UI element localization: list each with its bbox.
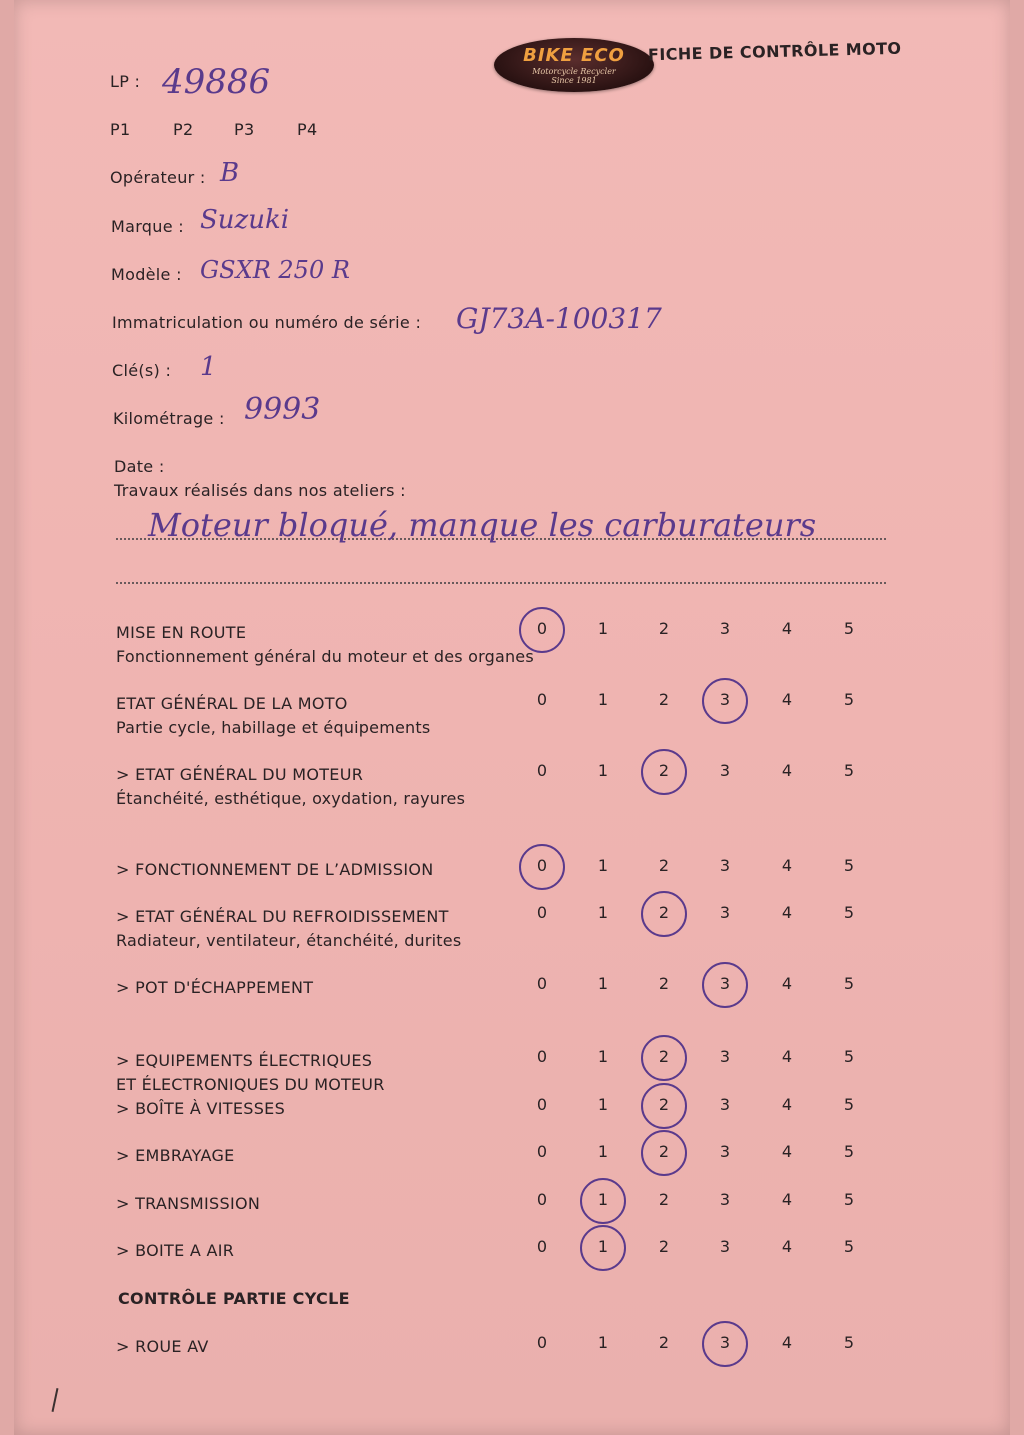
immat-value[interactable]: GJ73A-100317	[456, 302, 662, 335]
rating-option-0[interactable]: 0	[536, 974, 548, 993]
rating-option-5[interactable]: 5	[843, 690, 855, 709]
rating-option-0[interactable]: 0	[536, 619, 548, 638]
rating-option-1[interactable]: 1	[597, 761, 609, 780]
lp-value[interactable]: 49886	[162, 62, 271, 102]
operateur-label: Opérateur :	[110, 168, 206, 187]
logo-brand: BIKE ECO	[523, 45, 625, 66]
rating-row-subtitle: Fonctionnement général du moteur et des organes	[116, 647, 534, 666]
section-cycle-title: CONTRÔLE PARTIE CYCLE	[118, 1289, 350, 1308]
rating-selected-circle	[702, 1321, 748, 1367]
rating-option-1[interactable]: 1	[597, 1142, 609, 1161]
rating-option-1[interactable]: 1	[597, 1333, 609, 1352]
pen-mark	[52, 1388, 59, 1412]
rating-option-4[interactable]: 4	[781, 690, 793, 709]
rating-option-0[interactable]: 0	[536, 1237, 548, 1256]
rating-option-1[interactable]: 1	[597, 1237, 609, 1256]
p4-label[interactable]: P4	[297, 120, 318, 139]
kilometrage-value[interactable]: 9993	[244, 392, 321, 427]
rating-option-1[interactable]: 1	[597, 903, 609, 922]
rating-row-subtitle: ET ÉLECTRONIQUES DU MOTEUR	[116, 1075, 385, 1094]
logo-tagline-2: Since 1981	[551, 76, 597, 85]
rating-option-5[interactable]: 5	[843, 1095, 855, 1114]
control-sheet	[14, 0, 1010, 1435]
rating-option-2[interactable]: 2	[658, 903, 670, 922]
rating-option-2[interactable]: 2	[658, 690, 670, 709]
rating-option-4[interactable]: 4	[781, 1237, 793, 1256]
rating-row-title: MISE EN ROUTE	[116, 623, 247, 642]
rating-option-2[interactable]: 2	[658, 974, 670, 993]
rating-option-2[interactable]: 2	[658, 619, 670, 638]
cles-value[interactable]: 1	[200, 352, 217, 382]
rating-row-title: > ETAT GÉNÉRAL DU REFROIDISSEMENT	[116, 907, 449, 926]
rating-option-3[interactable]: 3	[719, 1190, 731, 1209]
rating-option-1[interactable]: 1	[597, 619, 609, 638]
rating-row-title: > POT D'ÉCHAPPEMENT	[116, 978, 314, 997]
rating-option-3[interactable]: 3	[719, 1333, 731, 1352]
rating-option-5[interactable]: 5	[843, 761, 855, 780]
rating-selected-circle	[702, 678, 748, 724]
logo-tagline	[494, 67, 654, 85]
rating-option-5[interactable]: 5	[843, 903, 855, 922]
rating-option-4[interactable]: 4	[781, 619, 793, 638]
rating-option-2[interactable]: 2	[658, 856, 670, 875]
rating-option-5[interactable]: 5	[843, 1047, 855, 1066]
rating-option-0[interactable]: 0	[536, 690, 548, 709]
rating-row-title: > EMBRAYAGE	[116, 1146, 235, 1165]
rating-option-1[interactable]: 1	[597, 856, 609, 875]
p2-label[interactable]: P2	[173, 120, 194, 139]
rating-option-1[interactable]: 1	[597, 1190, 609, 1209]
rating-option-5[interactable]: 5	[843, 1190, 855, 1209]
rating-option-2[interactable]: 2	[658, 1047, 670, 1066]
rating-option-4[interactable]: 4	[781, 1190, 793, 1209]
rating-option-0[interactable]: 0	[536, 1047, 548, 1066]
rating-option-2[interactable]: 2	[658, 1237, 670, 1256]
rating-row-title: > BOITE A AIR	[116, 1241, 235, 1260]
rating-option-3[interactable]: 3	[719, 974, 731, 993]
rating-option-5[interactable]: 5	[843, 619, 855, 638]
rating-option-1[interactable]: 1	[597, 690, 609, 709]
rating-row-subtitle: Étanchéité, esthétique, oxydation, rayures	[116, 789, 466, 808]
rating-option-4[interactable]: 4	[781, 761, 793, 780]
rating-option-3[interactable]: 3	[719, 1237, 731, 1256]
kilometrage-label: Kilométrage :	[113, 409, 225, 428]
rating-row-title: > TRANSMISSION	[116, 1194, 261, 1213]
rating-selected-circle	[641, 891, 687, 937]
logo-tagline-1: Motorcycle Recycler	[532, 67, 616, 76]
rating-option-3[interactable]: 3	[719, 1142, 731, 1161]
date-label: Date :	[114, 457, 165, 476]
rating-selected-circle	[641, 1035, 687, 1081]
travaux-line-2	[116, 582, 886, 584]
rating-option-1[interactable]: 1	[597, 974, 609, 993]
immat-label: Immatriculation ou numéro de série :	[112, 313, 422, 332]
marque-label: Marque :	[111, 217, 184, 236]
rating-option-4[interactable]: 4	[781, 1095, 793, 1114]
rating-option-0[interactable]: 0	[536, 1095, 548, 1114]
rating-selected-circle	[641, 1083, 687, 1129]
travaux-value[interactable]: Moteur bloqué, manque les carburateurs	[148, 506, 817, 544]
marque-value[interactable]: Suzuki	[200, 205, 290, 235]
rating-option-0[interactable]: 0	[536, 903, 548, 922]
rating-option-3[interactable]: 3	[719, 1047, 731, 1066]
rating-row-title: > ROUE AV	[116, 1337, 209, 1356]
rating-option-0[interactable]: 0	[536, 1333, 548, 1352]
rating-option-2[interactable]: 2	[658, 1142, 670, 1161]
rating-option-5[interactable]: 5	[843, 856, 855, 875]
rating-option-0[interactable]: 0	[536, 761, 548, 780]
rating-row-title: ETAT GÉNÉRAL DE LA MOTO	[116, 694, 348, 713]
rating-option-2[interactable]: 2	[658, 1190, 670, 1209]
rating-option-5[interactable]: 5	[843, 1142, 855, 1161]
rating-option-1[interactable]: 1	[597, 1047, 609, 1066]
rating-option-3[interactable]: 3	[719, 856, 731, 875]
rating-option-0[interactable]: 0	[536, 1190, 548, 1209]
cles-label: Clé(s) :	[112, 361, 172, 380]
rating-selected-circle	[641, 749, 687, 795]
rating-row-title: > FONCTIONNEMENT DE L’ADMISSION	[116, 860, 434, 879]
rating-row-subtitle: Radiateur, ventilateur, étanchéité, durites	[116, 931, 462, 950]
modele-value[interactable]: GSXR 250 R	[200, 256, 350, 284]
rating-option-3[interactable]: 3	[719, 761, 731, 780]
rating-option-5[interactable]: 5	[843, 974, 855, 993]
rating-option-5[interactable]: 5	[843, 1333, 855, 1352]
p3-label[interactable]: P3	[234, 120, 255, 139]
rating-selected-circle	[641, 1130, 687, 1176]
form-title: FICHE DE CONTRÔLE MOTO	[647, 38, 902, 65]
rating-option-4[interactable]: 4	[781, 1142, 793, 1161]
lp-label: LP :	[110, 72, 141, 91]
rating-option-4[interactable]: 4	[781, 903, 793, 922]
operateur-value[interactable]: B	[220, 158, 240, 188]
rating-selected-circle	[519, 844, 565, 890]
travaux-label: Travaux réalisés dans nos ateliers :	[114, 481, 406, 500]
rating-option-4[interactable]: 4	[781, 1333, 793, 1352]
rating-option-0[interactable]: 0	[536, 1142, 548, 1161]
rating-row-subtitle: Partie cycle, habillage et équipements	[116, 718, 431, 737]
rating-option-2[interactable]: 2	[658, 761, 670, 780]
modele-label: Modèle :	[111, 265, 182, 284]
rating-selected-circle	[580, 1178, 626, 1224]
rating-option-4[interactable]: 4	[781, 1047, 793, 1066]
rating-row-title: > EQUIPEMENTS ÉLECTRIQUES	[116, 1051, 373, 1070]
rating-option-2[interactable]: 2	[658, 1333, 670, 1352]
rating-row-title: > ETAT GÉNÉRAL DU MOTEUR	[116, 765, 364, 784]
rating-option-5[interactable]: 5	[843, 1237, 855, 1256]
rating-option-3[interactable]: 3	[719, 690, 731, 709]
rating-option-4[interactable]: 4	[781, 974, 793, 993]
rating-selected-circle	[580, 1225, 626, 1271]
rating-option-3[interactable]: 3	[719, 619, 731, 638]
rating-option-2[interactable]: 2	[658, 1095, 670, 1114]
rating-option-0[interactable]: 0	[536, 856, 548, 875]
bike-eco-logo	[494, 38, 654, 92]
rating-option-4[interactable]: 4	[781, 856, 793, 875]
rating-selected-circle	[519, 607, 565, 653]
rating-row-title: > BOÎTE À VITESSES	[116, 1099, 286, 1118]
p1-label[interactable]: P1	[110, 120, 131, 139]
rating-selected-circle	[702, 962, 748, 1008]
rating-option-1[interactable]: 1	[597, 1095, 609, 1114]
rating-option-3[interactable]: 3	[719, 903, 731, 922]
rating-option-3[interactable]: 3	[719, 1095, 731, 1114]
